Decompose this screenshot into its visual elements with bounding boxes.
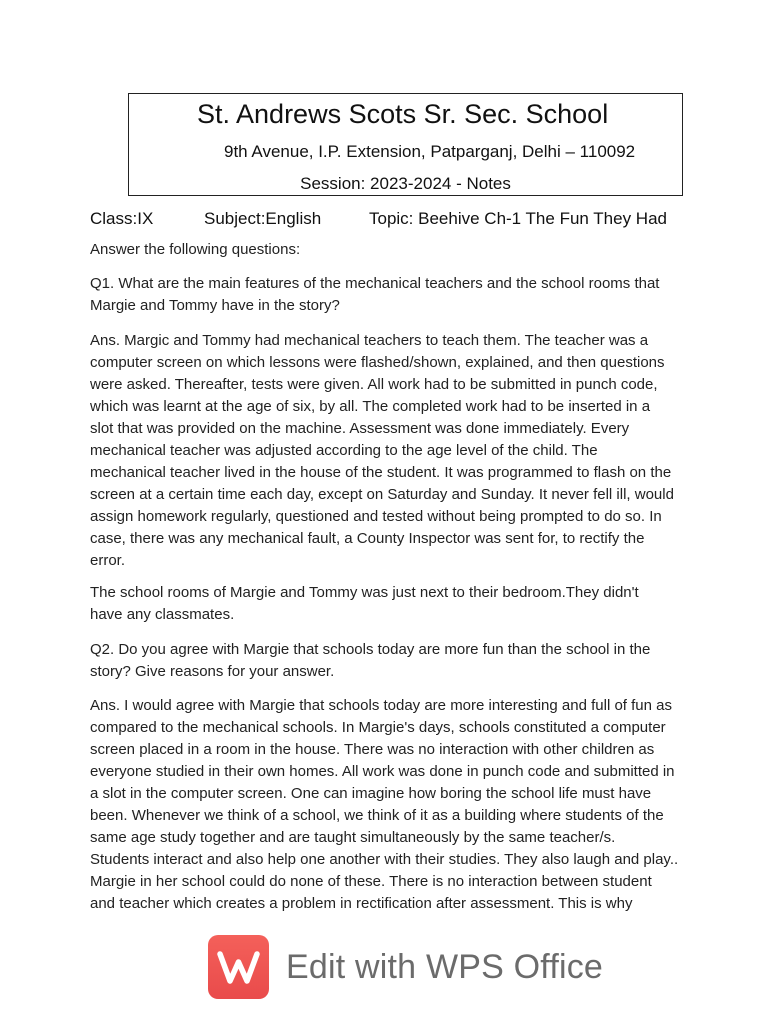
q2-answer-line: Ans. I would agree with Margie that schools today are more interesting and full of fun as — [90, 697, 672, 714]
q2-answer-line: everyone studied in their own homes. All work was done in punch code and submitted in — [90, 763, 675, 780]
q2-answer-line: screen placed in a room in the house. There was no interaction with other children as — [90, 741, 655, 758]
q2-answer-line: and teacher which creates a problem in rectification after assessment. This is why — [90, 895, 633, 912]
q2-answer-line: Students interact and also help one another with their studies. They also laugh and play.. — [90, 851, 679, 868]
wps-office-logo-icon — [208, 935, 269, 999]
q1-question — [90, 273, 659, 317]
wps-edit-badge[interactable] — [208, 935, 604, 999]
q2-answer-line: been. Whenever we think of a school, we think of it as a building where students of the — [90, 807, 664, 824]
instruction-line: Answer the following questions: — [90, 241, 301, 258]
q1-answer-line: which was learnt at the age of six, by all. The completed work had to be inserted in a — [90, 398, 651, 415]
q2-question-line: story? Give reasons for your answer. — [90, 663, 335, 680]
q2-question-line: Q2. Do you agree with Margie that schools today are more fun than the school in the — [90, 641, 651, 658]
q1-answer-line: computer screen on which lessons were flashed/shown, explained, and then questions — [90, 354, 665, 371]
q2-answer-line: Margie in her school could do none of these. There is no interaction between student — [90, 873, 652, 890]
q2-answer-line: compared to the mechanical schools. In Margie's days, schools constituted a computer — [90, 719, 666, 736]
class-label: Class:IX — [90, 209, 154, 228]
q1-answer-line: Ans. Margic and Tommy had mechanical teachers to teach them. The teacher was a — [90, 332, 649, 349]
q1-answer-line: mechanical teacher was adjusted according to the age level of the child. The — [90, 442, 598, 459]
school-address: 9th Avenue, I.P. Extension, Patparganj, Delhi – 110092 — [224, 142, 636, 161]
school-name: St. Andrews Scots Sr. Sec. School — [197, 99, 609, 129]
subject-label: Subject:English — [204, 209, 322, 228]
q1-question-line: Q1. What are the main features of the mechanical teachers and the school rooms that — [90, 275, 660, 292]
q2-question — [90, 639, 650, 683]
q1-answer-line: slot that was provided on the machine. Assessment was done immediately. Every — [90, 420, 630, 437]
wps-edit-text: Edit with WPS Office — [286, 948, 604, 986]
q1-answer-line: The school rooms of Margie and Tommy was just next to their bedroom.They didn't — [90, 584, 639, 601]
topic-label: Topic: Beehive Ch-1 The Fun They Had — [369, 209, 667, 228]
q1-answer-line: mechanical teacher lived in the house of the student. It was programmed to flash on the — [90, 464, 672, 481]
q1-answer-paragraph-2 — [90, 582, 639, 626]
q2-answer-line: a slot in the computer screen. One can imagine how boring the school life must have — [90, 785, 652, 802]
q1-answer-line: have any classmates. — [90, 606, 235, 623]
school-header-box — [128, 93, 683, 196]
q1-question-line: Margie and Tommy have in the story? — [90, 297, 340, 314]
session-label: Session: 2023-2024 - Notes — [300, 174, 511, 193]
q1-answer-line: assign homework regularly, questioned and tested without being prompted to do so. In — [90, 508, 662, 525]
instruction-text — [90, 239, 300, 261]
q1-answer-line: error. — [90, 552, 126, 569]
q2-answer-paragraph — [90, 695, 678, 915]
q1-answer-paragraph-1 — [90, 330, 674, 572]
q1-answer-line: case, there was any mechanical fault, a County Inspector was sent for, to rectify the — [90, 530, 645, 547]
q1-answer-line: were asked. Thereafter, tests were given. All work had to be submitted in punch code, — [90, 376, 658, 393]
q2-answer-line: same age study together and are taught simultaneously by the same teacher/s. — [90, 829, 616, 846]
q1-answer-line: screen at a certain time each day, except on Saturday and Sunday. It never fell ill, would — [90, 486, 674, 503]
